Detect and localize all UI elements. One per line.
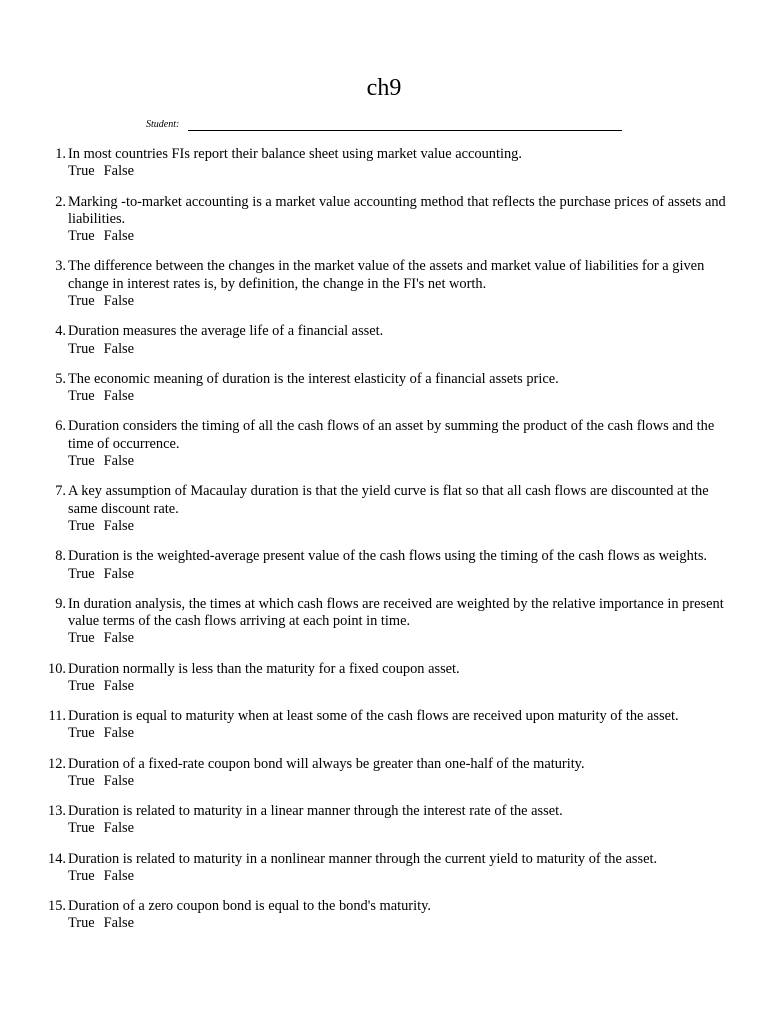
question-number: 6. bbox=[55, 418, 66, 435]
question-number: 10. bbox=[48, 660, 66, 677]
question-item bbox=[40, 898, 730, 933]
choice-true: True bbox=[68, 340, 95, 357]
question-text: Duration is related to maturity in a linear manner through the interest rate of the asset. bbox=[68, 803, 563, 820]
question-text: In most countries FIs report their balance sheet using market value accounting. bbox=[68, 146, 522, 162]
choice-true: True bbox=[68, 565, 95, 582]
choice-false: False bbox=[103, 772, 135, 789]
question-text: Duration is equal to maturity when at least some of the cash flows are received upon maturity of the asset. bbox=[68, 708, 679, 725]
choice-false: False bbox=[103, 725, 135, 742]
true-false-choices bbox=[68, 566, 730, 583]
choice-false: False bbox=[103, 915, 135, 932]
question-item bbox=[40, 371, 730, 406]
question-number: 9. bbox=[55, 595, 66, 612]
choice-true: True bbox=[68, 630, 95, 647]
question-text: In duration analysis, the times at which cash flows are received are weighted by the relative importance in present value terms of the cash flows arriving at each point in time. bbox=[68, 595, 724, 630]
choice-true: True bbox=[68, 228, 95, 245]
question-item bbox=[40, 851, 730, 886]
question-item bbox=[40, 596, 730, 648]
choice-true: True bbox=[68, 867, 95, 884]
question-number: 13. bbox=[48, 803, 66, 820]
question-item bbox=[40, 483, 730, 535]
choice-true: True bbox=[68, 293, 95, 310]
choice-true: True bbox=[68, 820, 95, 837]
question-text: Duration measures the average life of a financial asset. bbox=[68, 323, 384, 340]
true-false-choices bbox=[68, 868, 730, 885]
true-false-choices bbox=[68, 163, 730, 180]
true-false-choices bbox=[68, 228, 730, 245]
choice-false: False bbox=[103, 820, 135, 837]
question-item bbox=[40, 418, 730, 470]
question-item bbox=[40, 194, 730, 246]
true-false-choices bbox=[68, 630, 730, 647]
student-name-line bbox=[188, 130, 622, 131]
question-number: 14. bbox=[48, 850, 66, 867]
choice-true: True bbox=[68, 677, 95, 694]
choice-false: False bbox=[103, 518, 135, 535]
question-item bbox=[40, 756, 730, 791]
question-number: 3. bbox=[55, 258, 66, 275]
choice-true: True bbox=[68, 915, 95, 932]
student-field bbox=[146, 118, 626, 134]
choice-true: True bbox=[68, 772, 95, 789]
question-item bbox=[40, 803, 730, 838]
true-false-choices bbox=[68, 388, 730, 405]
choice-false: False bbox=[103, 565, 135, 582]
question-number: 11. bbox=[48, 708, 66, 725]
true-false-choices bbox=[68, 915, 730, 932]
true-false-choices bbox=[68, 293, 730, 310]
true-false-choices bbox=[68, 820, 730, 837]
choice-false: False bbox=[103, 453, 135, 470]
question-item bbox=[40, 548, 730, 583]
question-text: Marking -to-market accounting is a market value accounting method that reflects the purchase prices of assets and liabilities. bbox=[68, 193, 726, 227]
student-label: Student: bbox=[146, 119, 180, 130]
page-title: ch9 bbox=[366, 75, 402, 101]
choice-false: False bbox=[103, 340, 135, 357]
question-number: 4. bbox=[55, 323, 66, 340]
true-false-choices bbox=[68, 518, 730, 535]
choice-false: False bbox=[103, 163, 135, 180]
choice-false: False bbox=[103, 677, 135, 694]
question-text: Duration is related to maturity in a nonlinear manner through the current yield to maturity of the asset. bbox=[68, 850, 658, 867]
question-text: The economic meaning of duration is the interest elasticity of a financial assets price. bbox=[68, 370, 559, 387]
question-text: Duration of a fixed-rate coupon bond will always be greater than one-half of the maturity. bbox=[68, 755, 585, 772]
question-number: 1. bbox=[55, 146, 66, 162]
question-text: The difference between the changes in the market value of the assets and market value of liabilities for a given change in interest rates is, by definition, the change in the FI's net worth. bbox=[68, 258, 705, 292]
question-text: Duration of a zero coupon bond is equal to the bond's maturity. bbox=[68, 898, 431, 915]
choice-false: False bbox=[103, 867, 135, 884]
true-false-choices bbox=[68, 773, 730, 790]
choice-true: True bbox=[68, 163, 95, 180]
true-false-choices bbox=[68, 678, 730, 695]
true-false-choices bbox=[68, 341, 730, 358]
true-false-choices bbox=[68, 725, 730, 742]
choice-true: True bbox=[68, 518, 95, 535]
question-text: A key assumption of Macaulay duration is that the yield curve is flat so that all cash flows are discounted at the same discount rate. bbox=[68, 483, 709, 517]
choice-true: True bbox=[68, 725, 95, 742]
question-number: 12. bbox=[48, 755, 66, 772]
question-item bbox=[40, 258, 730, 310]
choice-true: True bbox=[68, 453, 95, 470]
question-item bbox=[40, 661, 730, 696]
question-list bbox=[40, 146, 730, 946]
question-number: 5. bbox=[55, 370, 66, 387]
question-text: Duration normally is less than the maturity for a fixed coupon asset. bbox=[68, 660, 460, 677]
question-text: Duration considers the timing of all the cash flows of an asset by summing the product of the cash flows and the time of occurrence. bbox=[68, 418, 715, 452]
question-number: 8. bbox=[55, 548, 66, 565]
choice-false: False bbox=[103, 630, 135, 647]
choice-false: False bbox=[103, 293, 135, 310]
question-item bbox=[40, 708, 730, 743]
question-number: 15. bbox=[48, 898, 66, 915]
choice-true: True bbox=[68, 388, 95, 405]
question-number: 7. bbox=[55, 483, 66, 500]
choice-false: False bbox=[103, 388, 135, 405]
question-number: 2. bbox=[55, 193, 66, 210]
choice-false: False bbox=[103, 228, 135, 245]
question-item bbox=[40, 323, 730, 358]
question-text: Duration is the weighted-average present value of the cash flows using the timing of the cash flows as weights. bbox=[68, 548, 708, 565]
question-item bbox=[40, 146, 730, 181]
true-false-choices bbox=[68, 453, 730, 470]
